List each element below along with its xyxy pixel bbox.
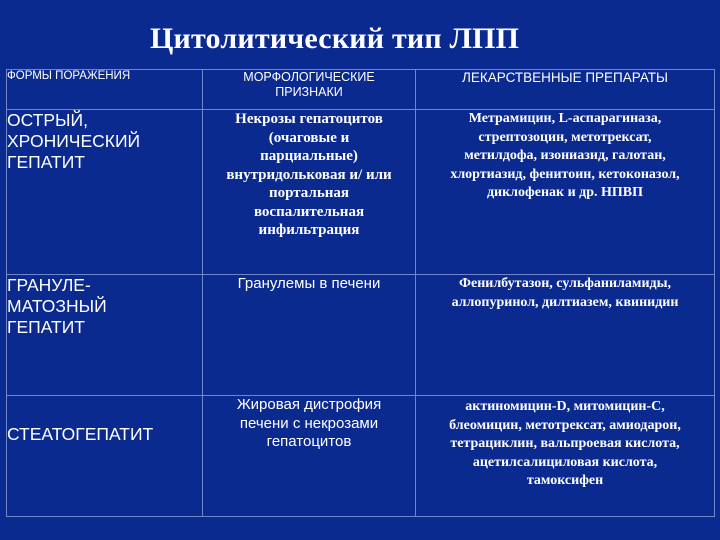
form-line: ХРОНИЧЕСКИЙ: [7, 131, 141, 151]
header-drugs: ЛЕКАРСТВЕННЫЕ ПРЕПАРАТЫ: [416, 70, 715, 110]
morphology-line: (очаговые и: [268, 129, 350, 146]
drugs-cell: [416, 110, 715, 275]
header-morphology-line: МОРФОЛОГИЧЕСКИЕ: [243, 70, 375, 84]
form-line: ГЕПАТИТ: [7, 152, 85, 172]
form-line: ОСТРЫЙ,: [7, 110, 88, 130]
table-row: [7, 396, 715, 517]
page-title: Цитолитический тип ЛПП: [150, 22, 520, 55]
table-row: [7, 275, 715, 396]
header-forms: ФОРМЫ ПОРАЖЕНИЯ: [7, 70, 203, 110]
form-line: СТЕАТОГЕПАТИТ: [7, 424, 154, 444]
drugs-line: блеомицин, метотрексат, амиодарон,: [449, 417, 681, 433]
form-line: ГРАНУЛЕ-: [7, 275, 91, 295]
morphology-line: Жировая дистрофия: [236, 396, 382, 413]
drugs-line: актиномицин-D, митомицин-C,: [465, 399, 665, 414]
drugs-line: аллопуринол, дилтиазем, квинидин: [451, 294, 679, 310]
morphology-cell: [203, 275, 416, 396]
drugs-cell: [416, 396, 715, 517]
drugs-line: тетрациклин, вальпроевая кислота,: [450, 436, 680, 451]
form-cell: [7, 275, 203, 396]
form-line: МАТОЗНЫЙ: [7, 296, 107, 316]
morphology-line: воспалительная: [253, 203, 365, 220]
form-line: ГЕПАТИТ: [7, 317, 85, 337]
header-morphology-line: ПРИЗНАКИ: [275, 85, 343, 99]
table-header-row: [7, 70, 715, 110]
drugs-line: диклофенак и др. НПВП: [486, 185, 644, 200]
morphology-line: Некрозы гепатоцитов: [235, 111, 383, 127]
drugs-line: метилдофа, изониазид, галотан,: [464, 148, 666, 163]
morphology-cell: [203, 110, 416, 275]
drugs-line: Метрамицин, L-аспарагиназа,: [468, 111, 662, 126]
morphology-cell: [203, 396, 416, 517]
drugs-line: ацетилсалициловая кислота,: [472, 454, 658, 470]
drugs-line: Фенилбутазон, сульфаниламиды,: [458, 276, 672, 291]
form-cell: [7, 110, 203, 275]
drug-liver-injury-table: [6, 69, 715, 517]
drugs-line: хлортиазид, фенитоин, кетоконазол,: [450, 166, 680, 182]
table-row: [7, 110, 715, 275]
morphology-line: инфильтрация: [258, 222, 360, 238]
drugs-line: стрептозоцин, метотрексат,: [478, 129, 652, 145]
header-morphology: [203, 70, 416, 110]
morphology-line: парциальные): [260, 148, 358, 164]
morphology-line: портальная: [268, 185, 350, 201]
morphology-line: Гранулемы в печени: [237, 275, 381, 292]
morphology-line: печени с некрозами: [239, 414, 379, 432]
drugs-cell: [416, 275, 715, 396]
drugs-line: тамоксифен: [526, 473, 604, 488]
morphology-line: гепатоцитов: [266, 433, 352, 450]
form-cell: [7, 396, 203, 517]
morphology-line: внутридольковая и/ или: [226, 166, 392, 183]
